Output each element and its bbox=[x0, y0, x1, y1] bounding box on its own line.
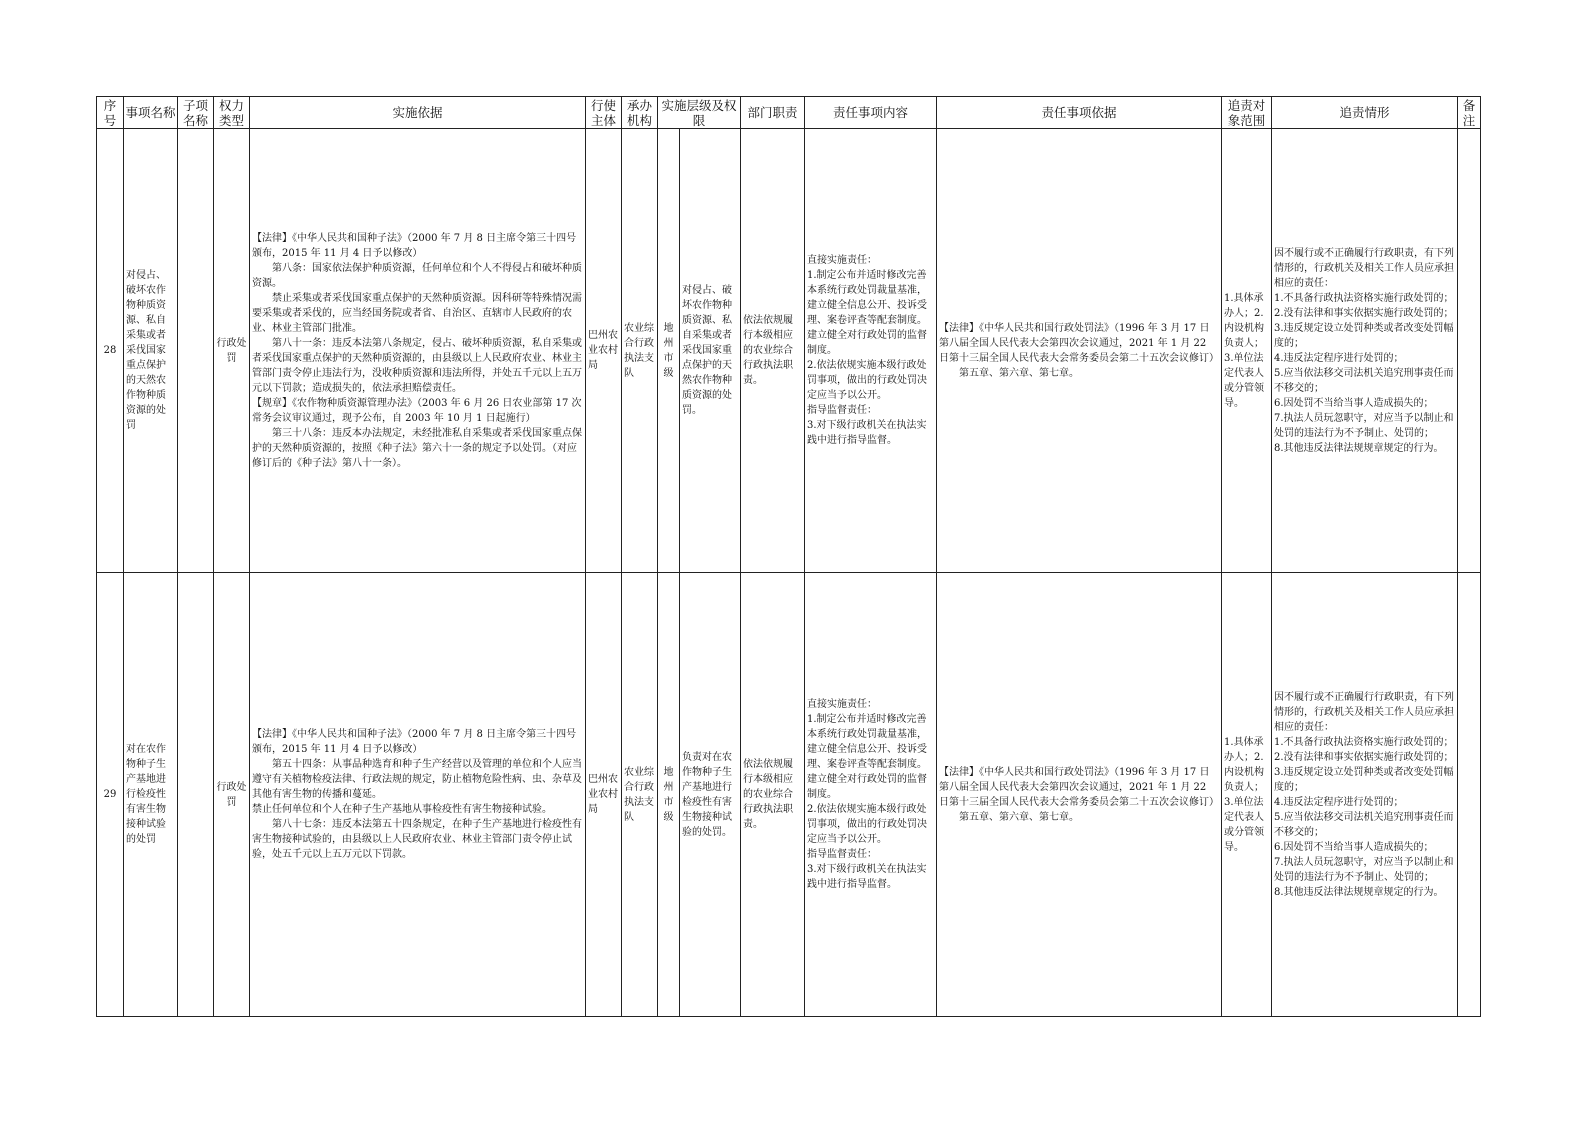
basis-paragraph: 第五十四条：从事品种选育和种子生产经营以及管理的单位和个人应当遵守有关植物检疫法律、行政法规的规定，防止植物危险性病、虫、杂草及其他有害生物的传播和蔓延。 bbox=[252, 759, 582, 800]
resp-line: 直接实施责任： bbox=[807, 699, 878, 710]
cell-remark bbox=[1458, 573, 1481, 1017]
situation-line: 3.违反规定设立处罚种类或者改变处罚幅度的； bbox=[1274, 766, 1454, 793]
situation-line: 8.其他违反法律法规规章规定的行为。 bbox=[1274, 442, 1444, 454]
cell-remark bbox=[1458, 129, 1481, 573]
resp-line: 指导监督责任： bbox=[807, 405, 878, 416]
situation-line: 因不履行或不正确履行行政职责，有下列情形的，行政机关及相关工作人员应承担相应的责任： bbox=[1274, 691, 1455, 733]
cell-subject: 巴州农业农村局 bbox=[586, 129, 622, 573]
table-row bbox=[97, 129, 1481, 573]
cell-level bbox=[658, 129, 680, 573]
situation-line: 6.因处罚不当给当事人造成损失的； bbox=[1274, 841, 1434, 853]
basis-paragraph: 第八条：国家依法保护种质资源，任何单位和个人不得侵占和破坏种质资源。 bbox=[252, 262, 582, 289]
situation-line: 5.应当依法移交司法机关追究刑事责任而不移交的； bbox=[1274, 367, 1454, 394]
cell-scope: 1.具体承办人；2.内设机构负责人；3.单位法定代表人或分管领导。 bbox=[1222, 129, 1272, 573]
header-duty: 部门职责 bbox=[741, 97, 805, 129]
basis-paragraph: 第三十八条：违反本办法规定，未经批准私自采集或者采伐国家重点保护的天然种质资源的，按照《种子法》第六十一条的规定予以处罚。（对应修订后的《种子法》第八十一条）。 bbox=[252, 427, 582, 469]
basis-paragraph: 【规章】《农作物种质资源管理办法》（2003 年 6 月 26 日农业部第 17 次常务会议审议通过，现予公布，自 2003 年 10 月 1 日起施行） bbox=[252, 397, 582, 424]
cell-seq: 28 bbox=[97, 129, 124, 573]
cell-sub-name bbox=[178, 573, 214, 1017]
cell-basis bbox=[250, 573, 586, 1017]
situation-line: 3.违反规定设立处罚种类或者改变处罚幅度的； bbox=[1274, 322, 1454, 349]
header-situation: 追责情形 bbox=[1272, 97, 1458, 129]
cell-resp-content bbox=[805, 573, 937, 1017]
header-scope: 追责对象范围 bbox=[1222, 97, 1272, 129]
power-list-table bbox=[96, 96, 1481, 1017]
situation-line: 5.应当依法移交司法机关追究刑事责任而不移交的； bbox=[1274, 811, 1454, 838]
table-row bbox=[97, 573, 1481, 1017]
situation-line: 2.没有法律和事实依据实施行政处罚的； bbox=[1274, 751, 1454, 763]
header-level: 实施层级及权限 bbox=[658, 97, 741, 129]
header-basis: 实施依据 bbox=[250, 97, 586, 129]
header-agency: 承办机构 bbox=[622, 97, 658, 129]
cell-seq: 29 bbox=[97, 573, 124, 1017]
cell-authority: 负责对在农作物种子生产基地进行检疫性有害生物接种试验的处罚。 bbox=[680, 573, 741, 1017]
header-item-name: 事项名称 bbox=[124, 97, 178, 129]
resp-line: 1.制定公布并适时修改完善本系统行政处罚裁量基准，建立健全信息公开、投诉受理、案卷评查等配套制度。建立健全对行政处罚的监督制度。 bbox=[807, 714, 928, 800]
situation-line: 因不履行或不正确履行行政职责，有下列情形的，行政机关及相关工作人员应承担相应的责任： bbox=[1274, 247, 1455, 289]
header-row bbox=[97, 97, 1481, 129]
header-remark: 备注 bbox=[1458, 97, 1481, 129]
header-resp-content: 责任事项内容 bbox=[805, 97, 937, 129]
resp-line: 1.制定公布并适时修改完善本系统行政处罚裁量基准，建立健全信息公开、投诉受理、案卷评查等配套制度。建立健全对行政处罚的监督制度。 bbox=[807, 270, 928, 356]
situation-line: 7.执法人员玩忽职守，对应当予以制止和处罚的违法行为不予制止、处罚的； bbox=[1274, 412, 1454, 439]
cell-situation bbox=[1272, 573, 1458, 1017]
resp-line: 3.对下级行政机关在执法实践中进行指导监督。 bbox=[807, 864, 927, 890]
basis-paragraph: 禁止任何单位和个人在种子生产基地从事检疫性有害生物接种试验。 bbox=[252, 804, 552, 815]
cell-power-type: 行政处罚 bbox=[214, 129, 250, 573]
cell-scope: 1.具体承办人；2.内设机构负责人；3.单位法定代表人或分管领导。 bbox=[1222, 573, 1272, 1017]
resp-basis-paragraph: 【法律】《中华人民共和国行政处罚法》（1996 年 3 月 17 日第八届全国人民代表大会第四次会议通过，2021 年 1 月 22 日第十三届全国人民代表大会常务委员会第二十五次会议修订） bbox=[939, 322, 1220, 364]
situation-line: 4.违反法定程序进行处罚的； bbox=[1274, 796, 1404, 808]
resp-line: 2.依法依规实施本级行政处罚事项，做出的行政处罚决定应当予以公开。 bbox=[807, 804, 928, 845]
header-sub-name: 子项名称 bbox=[178, 97, 214, 129]
cell-agency: 农业综合行政执法支队 bbox=[622, 129, 658, 573]
cell-basis bbox=[250, 129, 586, 573]
power-list-page bbox=[96, 96, 1481, 1017]
header-subject: 行使主体 bbox=[586, 97, 622, 129]
resp-basis-paragraph: 第五章、第六章、第七章。 bbox=[959, 811, 1080, 823]
level-text: 地州市级 bbox=[663, 766, 674, 823]
cell-duty: 依法依规履行本级相应的农业综合行政执法职责。 bbox=[741, 129, 805, 573]
basis-paragraph: 【法律】《中华人民共和国种子法》（2000 年 7 月 8 日主席令第三十四号颁布，2015 年 11 月 4 日予以修改） bbox=[252, 232, 577, 259]
situation-line: 1.不具备行政执法资格实施行政处罚的； bbox=[1274, 292, 1454, 304]
cell-resp-content bbox=[805, 129, 937, 573]
header-seq: 序号 bbox=[97, 97, 124, 129]
cell-item-name: 对在农作物种子生产基地进行检疫性有害生物接种试验的处罚 bbox=[124, 573, 178, 1017]
header-resp-basis: 责任事项依据 bbox=[937, 97, 1222, 129]
cell-duty: 依法依规履行本级相应的农业综合行政执法职责。 bbox=[741, 573, 805, 1017]
cell-sub-name bbox=[178, 129, 214, 573]
resp-line: 2.依法依规实施本级行政处罚事项，做出的行政处罚决定应当予以公开。 bbox=[807, 360, 928, 401]
situation-line: 8.其他违反法律法规规章规定的行为。 bbox=[1274, 886, 1444, 898]
situation-line: 1.不具备行政执法资格实施行政处罚的； bbox=[1274, 736, 1454, 748]
basis-paragraph: 【法律】《中华人民共和国种子法》（2000 年 7 月 8 日主席令第三十四号颁布，2015 年 11 月 4 日予以修改） bbox=[252, 729, 577, 755]
resp-basis-paragraph: 第五章、第六章、第七章。 bbox=[959, 367, 1080, 379]
cell-authority: 对侵占、破坏农作物种质资源、私自采集或者采伐国家重点保护的天然农作物种质资源的处罚。 bbox=[680, 129, 741, 573]
basis-paragraph: 第八十一条：违反本法第八条规定，侵占、破坏种质资源，私自采集或者采伐国家重点保护的天然种质资源的，由县级以上人民政府农业、林业主管部门责令停止违法行为，没收种质资源和违法所得，并处五千元以上五万元以下罚款；造成损失的，依法承担赔偿责任。 bbox=[252, 337, 582, 394]
cell-agency: 农业综合行政执法支队 bbox=[622, 573, 658, 1017]
basis-paragraph: 第八十七条：违反本法第五十四条规定，在种子生产基地进行检疫性有害生物接种试验的，由县级以上人民政府农业、林业主管部门责令停止试验，处五千元以上五万元以下罚款。 bbox=[252, 819, 582, 860]
situation-line: 4.违反法定程序进行处罚的； bbox=[1274, 352, 1404, 364]
resp-line: 指导监督责任： bbox=[807, 849, 878, 860]
cell-power-type: 行政处罚 bbox=[214, 573, 250, 1017]
header-power-type: 权力类型 bbox=[214, 97, 250, 129]
cell-resp-basis bbox=[937, 573, 1222, 1017]
cell-subject: 巴州农业农村局 bbox=[586, 573, 622, 1017]
resp-line: 3.对下级行政机关在执法实践中进行指导监督。 bbox=[807, 420, 927, 446]
situation-line: 2.没有法律和事实依据实施行政处罚的； bbox=[1274, 307, 1454, 319]
cell-resp-basis bbox=[937, 129, 1222, 573]
cell-situation bbox=[1272, 129, 1458, 573]
resp-basis-paragraph: 【法律】《中华人民共和国行政处罚法》（1996 年 3 月 17 日第八届全国人民代表大会第四次会议通过，2021 年 1 月 22 日第十三届全国人民代表大会常务委员会第二十五次会议修订） bbox=[939, 766, 1220, 808]
level-text: 地州市级 bbox=[663, 322, 674, 379]
basis-paragraph: 禁止采集或者采伐国家重点保护的天然种质资源。因科研等特殊情况需要采集或者采伐的，应当经国务院或者省、自治区、直辖市人民政府的农业、林业主管部门批准。 bbox=[252, 292, 582, 334]
cell-item-name: 对侵占、破坏农作物种质资源、私自采集或者采伐国家重点保护的天然农作物种质资源的处罚 bbox=[124, 129, 178, 573]
cell-level bbox=[658, 573, 680, 1017]
resp-line: 直接实施责任： bbox=[807, 255, 878, 266]
situation-line: 6.因处罚不当给当事人造成损失的； bbox=[1274, 397, 1434, 409]
situation-line: 7.执法人员玩忽职守，对应当予以制止和处罚的违法行为不予制止、处罚的； bbox=[1274, 856, 1454, 883]
